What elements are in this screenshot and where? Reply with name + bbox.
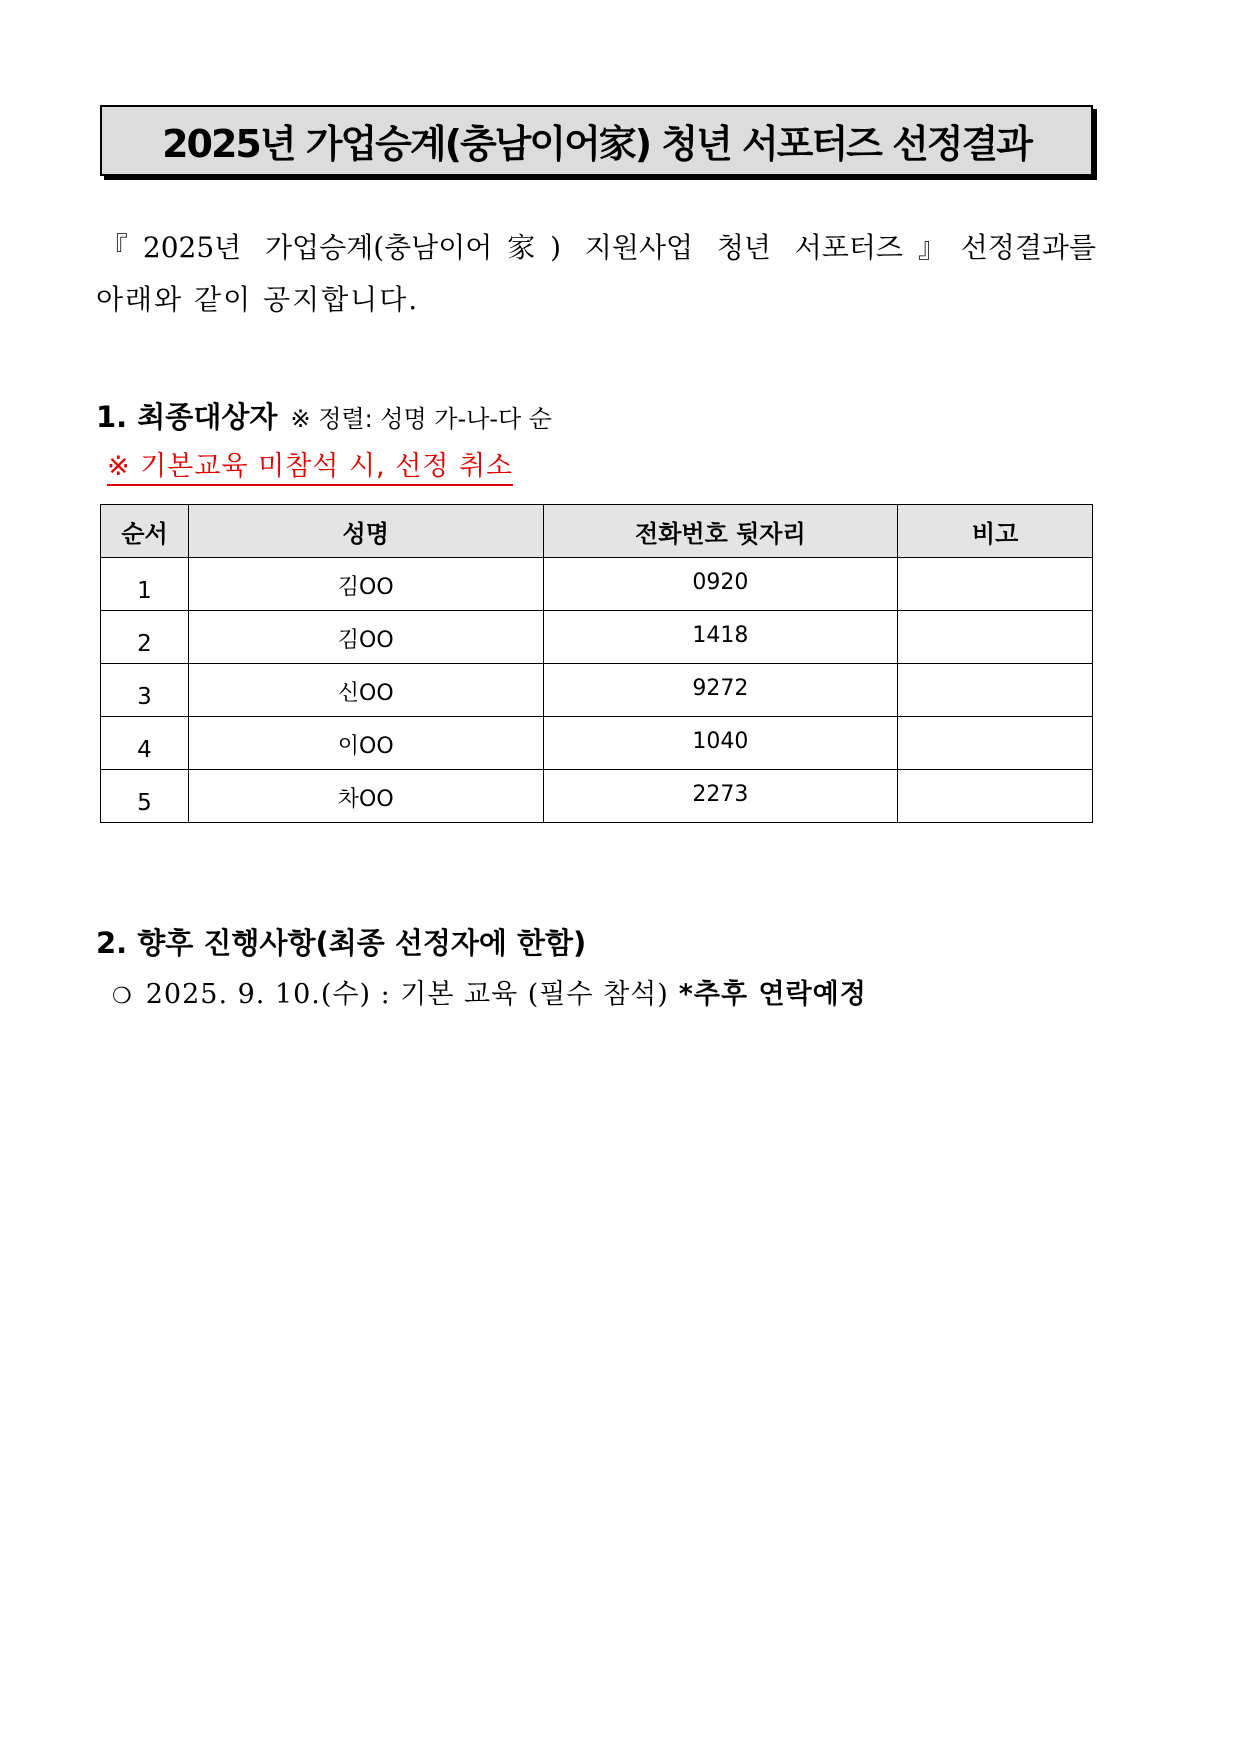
table-row	[101, 717, 1093, 770]
cell-seq: 4	[101, 717, 189, 770]
header-seq: 순서	[101, 505, 189, 558]
intro-line-2: 아래와 같이 공지합니다.	[96, 283, 420, 316]
header-note: 비고	[898, 505, 1093, 558]
cell-name: 이OO	[188, 717, 543, 770]
cell-note	[898, 770, 1093, 823]
section-2-header	[96, 921, 586, 962]
cell-seq: 3	[101, 664, 189, 717]
table-row	[101, 558, 1093, 611]
cell-note	[898, 664, 1093, 717]
section-1-header	[96, 395, 552, 436]
header-phone: 전화번호 뒷자리	[543, 505, 898, 558]
section-2-heading: 2. 향후 진행사항(최종 선정자에 한함)	[96, 926, 587, 960]
cell-name: 차OO	[188, 770, 543, 823]
cell-name: 김OO	[188, 558, 543, 611]
table-row	[101, 664, 1093, 717]
cell-seq: 2	[101, 611, 189, 664]
sort-note: ※ 정렬: 성명 가-나-다 순	[290, 405, 552, 433]
header-name: 성명	[188, 505, 543, 558]
table-row	[101, 770, 1093, 823]
schedule-extra-note: *추후 연락예정	[678, 979, 867, 1010]
title-box	[100, 105, 1093, 176]
cell-seq: 5	[101, 770, 189, 823]
cell-name: 김OO	[188, 611, 543, 664]
table-header-row	[101, 505, 1093, 558]
table-row	[101, 611, 1093, 664]
cell-phone: 9272	[543, 664, 898, 717]
cell-note	[898, 717, 1093, 770]
selection-table	[100, 504, 1093, 823]
section-1-heading: 1. 최종대상자	[96, 400, 278, 434]
page-title: 2025년 가업승계(충남이어家) 청년 서포터즈 선정결과	[162, 122, 1031, 166]
cell-seq: 1	[101, 558, 189, 611]
cell-name: 신OO	[188, 664, 543, 717]
schedule-date: 2025. 9. 10.(수) : 기본 교육 (필수 참석)	[145, 979, 669, 1010]
cell-note	[898, 558, 1093, 611]
intro-paragraph	[96, 222, 1096, 326]
schedule-item	[112, 972, 867, 1011]
cell-phone: 0920	[543, 558, 898, 611]
circle-bullet-icon: ❍	[112, 984, 132, 1009]
cell-note	[898, 611, 1093, 664]
warning-notice: ※ 기본교육 미참석 시, 선정 취소	[107, 444, 513, 486]
cell-phone: 2273	[543, 770, 898, 823]
cell-phone: 1040	[543, 717, 898, 770]
cell-phone: 1418	[543, 611, 898, 664]
intro-line-1: 『2025년 가업승계(충남이어家) 지원사업 청년 서포터즈』선정결과를	[100, 231, 1096, 264]
